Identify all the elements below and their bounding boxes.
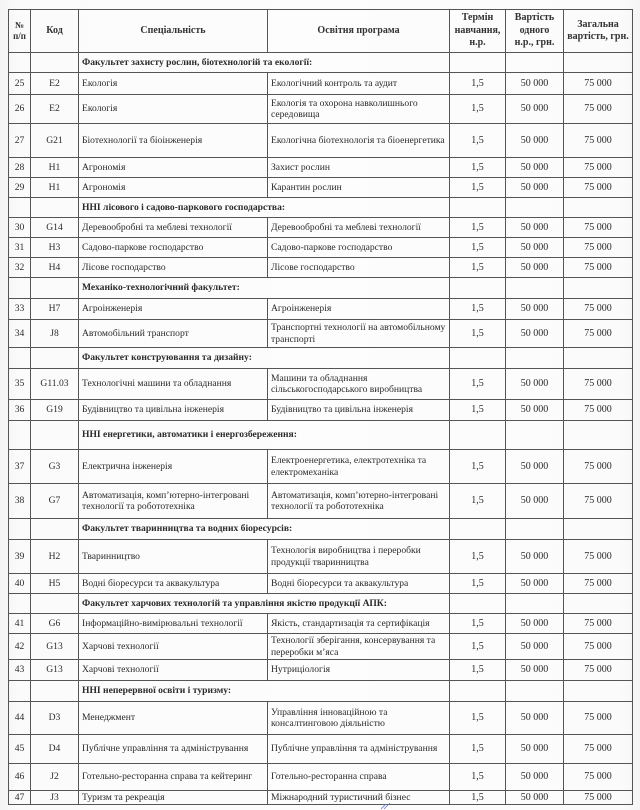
- row-program: Будівництво та цивільна інженерія: [268, 400, 450, 421]
- table-row: [9, 73, 633, 95]
- row-cost-per-year: 50 000: [506, 400, 564, 421]
- section-cost-cell: [506, 421, 564, 450]
- section-no-cell: [9, 278, 31, 299]
- row-code: H2: [31, 540, 79, 574]
- table-row: [9, 574, 633, 594]
- row-code: D3: [31, 702, 79, 735]
- row-specialty: Менеджмент: [79, 702, 268, 735]
- row-program: Автоматизація, комп’ютерно-інтегровані технології та робототехніка: [268, 484, 450, 519]
- row-term: 1,5: [450, 634, 506, 660]
- section-term-cell: [450, 681, 506, 702]
- row-total-cost: 75 000: [564, 258, 633, 278]
- row-specialty: Екологія: [79, 95, 268, 124]
- table-row: [9, 660, 633, 681]
- section-title: Факультет конструювання та дизайну:: [79, 348, 450, 369]
- section-total-cell: [564, 421, 633, 450]
- header-specialty: Спеціальність: [79, 10, 268, 53]
- section-title: ННІ енергетики, автоматики і енергозбереження:: [79, 421, 450, 450]
- row-cost-per-year: 50 000: [506, 574, 564, 594]
- row-term: 1,5: [450, 73, 506, 95]
- row-cost-per-year: 50 000: [506, 320, 564, 348]
- row-program: Водні біоресурси та аквакультура: [268, 574, 450, 594]
- section-title: ННІ неперервної освіти і туризму:: [79, 681, 450, 702]
- row-specialty: Харчові технології: [79, 634, 268, 660]
- row-number: 25: [9, 73, 31, 95]
- section-cost-cell: [506, 53, 564, 73]
- row-specialty: Біотехнології та біоінженерія: [79, 124, 268, 158]
- row-specialty: Будівництво та цивільна інженерія: [79, 400, 268, 421]
- row-total-cost: 75 000: [564, 540, 633, 574]
- row-total-cost: 75 000: [564, 73, 633, 95]
- row-code: H1: [31, 158, 79, 178]
- section-title: Факультет захисту рослин, біотехнологій та екології:: [79, 53, 450, 73]
- section-no-cell: [9, 348, 31, 369]
- row-specialty: Харчові технології: [79, 660, 268, 681]
- row-program: Якість, стандартизація та сертифікація: [268, 614, 450, 634]
- row-total-cost: 75 000: [564, 124, 633, 158]
- row-number: 42: [9, 634, 31, 660]
- row-program: Машини та обладнання сільськогосподарського виробництва: [268, 369, 450, 400]
- section-row: [9, 278, 633, 299]
- row-cost-per-year: 50 000: [506, 702, 564, 735]
- section-row: [9, 421, 633, 450]
- row-specialty: Інформаційно-вимірювальні технології: [79, 614, 268, 634]
- row-code: H4: [31, 258, 79, 278]
- row-program: Екологічна біотехнологія та біоенергетика: [268, 124, 450, 158]
- row-cost-per-year: 50 000: [506, 124, 564, 158]
- section-no-cell: [9, 594, 31, 614]
- row-term: 1,5: [450, 299, 506, 320]
- header-program: Освітня програма: [268, 10, 450, 53]
- section-code-cell: [31, 681, 79, 702]
- row-program: Публічне управління та адміністрування: [268, 735, 450, 764]
- table-row: [9, 158, 633, 178]
- row-total-cost: 75 000: [564, 218, 633, 238]
- row-number: 27: [9, 124, 31, 158]
- row-specialty: Лісове господарство: [79, 258, 268, 278]
- row-term: 1,5: [450, 369, 506, 400]
- row-specialty: Автоматизація, комп’ютерно-інтегровані технології та робототехніка: [79, 484, 268, 519]
- section-row: [9, 53, 633, 73]
- row-number: 33: [9, 299, 31, 320]
- row-specialty: Туризм та рекреація: [79, 791, 268, 805]
- row-cost-per-year: 50 000: [506, 660, 564, 681]
- row-code: G7: [31, 484, 79, 519]
- section-no-cell: [9, 53, 31, 73]
- row-total-cost: 75 000: [564, 660, 633, 681]
- row-code: G19: [31, 400, 79, 421]
- row-specialty: Агроінженерія: [79, 299, 268, 320]
- row-code: G3: [31, 450, 79, 484]
- table-row: [9, 735, 633, 764]
- row-code: G6: [31, 614, 79, 634]
- row-specialty: Деревообробні та меблеві технології: [79, 218, 268, 238]
- row-total-cost: 75 000: [564, 95, 633, 124]
- row-number: 26: [9, 95, 31, 124]
- row-code: D4: [31, 735, 79, 764]
- section-total-cell: [564, 198, 633, 218]
- row-program: Екологічний контроль та аудит: [268, 73, 450, 95]
- row-code: H3: [31, 238, 79, 258]
- row-term: 1,5: [450, 702, 506, 735]
- row-term: 1,5: [450, 574, 506, 594]
- row-specialty: Автомобільний транспорт: [79, 320, 268, 348]
- table-row: [9, 258, 633, 278]
- row-program: Екологія та охорона навколишнього середовища: [268, 95, 450, 124]
- row-program: Садово-паркове господарство: [268, 238, 450, 258]
- row-number: 38: [9, 484, 31, 519]
- row-code: G14: [31, 218, 79, 238]
- row-program: Технології зберігання, консервування та переробки м’яса: [268, 634, 450, 660]
- row-cost-per-year: 50 000: [506, 158, 564, 178]
- row-total-cost: 75 000: [564, 320, 633, 348]
- section-code-cell: [31, 198, 79, 218]
- tuition-table: [8, 9, 633, 805]
- row-total-cost: 75 000: [564, 702, 633, 735]
- row-specialty: Агрономія: [79, 158, 268, 178]
- table-row: [9, 791, 633, 805]
- row-term: 1,5: [450, 764, 506, 791]
- row-code: J3: [31, 791, 79, 805]
- section-title: Механіко-технологічний факультет:: [79, 278, 450, 299]
- row-cost-per-year: 50 000: [506, 634, 564, 660]
- row-number: 37: [9, 450, 31, 484]
- section-term-cell: [450, 519, 506, 540]
- row-code: G13: [31, 634, 79, 660]
- table-row: [9, 320, 633, 348]
- row-cost-per-year: 50 000: [506, 218, 564, 238]
- section-title: Факультет тваринництва та водних біоресурсів:: [79, 519, 450, 540]
- row-total-cost: 75 000: [564, 238, 633, 258]
- table-row: [9, 369, 633, 400]
- table-header-row: [9, 10, 633, 53]
- section-term-cell: [450, 278, 506, 299]
- section-title: ННІ лісового і садово-паркового господарства:: [79, 198, 450, 218]
- row-term: 1,5: [450, 258, 506, 278]
- row-term: 1,5: [450, 238, 506, 258]
- row-total-cost: 75 000: [564, 450, 633, 484]
- pen-mark: [380, 803, 392, 810]
- row-cost-per-year: 50 000: [506, 450, 564, 484]
- header-term: Термін навчання, н.р.: [450, 10, 506, 53]
- row-term: 1,5: [450, 484, 506, 519]
- section-term-cell: [450, 53, 506, 73]
- section-cost-cell: [506, 198, 564, 218]
- table-row: [9, 238, 633, 258]
- row-term: 1,5: [450, 124, 506, 158]
- section-cost-cell: [506, 348, 564, 369]
- row-specialty: Екологія: [79, 73, 268, 95]
- section-row: [9, 198, 633, 218]
- row-number: 32: [9, 258, 31, 278]
- section-row: [9, 519, 633, 540]
- row-specialty: Тваринництво: [79, 540, 268, 574]
- table-row: [9, 484, 633, 519]
- row-code: J8: [31, 320, 79, 348]
- row-term: 1,5: [450, 791, 506, 805]
- row-cost-per-year: 50 000: [506, 540, 564, 574]
- row-program: Електроенергетика, електротехніка та електромеханіка: [268, 450, 450, 484]
- row-specialty: Агрономія: [79, 178, 268, 198]
- row-term: 1,5: [450, 320, 506, 348]
- row-code: H5: [31, 574, 79, 594]
- row-total-cost: 75 000: [564, 400, 633, 421]
- row-total-cost: 75 000: [564, 614, 633, 634]
- section-term-cell: [450, 594, 506, 614]
- row-term: 1,5: [450, 614, 506, 634]
- row-program: Захист рослин: [268, 158, 450, 178]
- table-row: [9, 124, 633, 158]
- row-program: Нутриціологія: [268, 660, 450, 681]
- row-number: 34: [9, 320, 31, 348]
- row-specialty: Водні біоресурси та аквакультура: [79, 574, 268, 594]
- row-term: 1,5: [450, 660, 506, 681]
- section-no-cell: [9, 198, 31, 218]
- row-total-cost: 75 000: [564, 634, 633, 660]
- row-number: 47: [9, 791, 31, 805]
- row-cost-per-year: 50 000: [506, 258, 564, 278]
- row-number: 41: [9, 614, 31, 634]
- row-number: 30: [9, 218, 31, 238]
- row-number: 35: [9, 369, 31, 400]
- row-number: 36: [9, 400, 31, 421]
- row-cost-per-year: 50 000: [506, 178, 564, 198]
- row-cost-per-year: 50 000: [506, 484, 564, 519]
- row-program: Деревообробні та меблеві технології: [268, 218, 450, 238]
- table-row: [9, 299, 633, 320]
- section-cost-cell: [506, 519, 564, 540]
- row-cost-per-year: 50 000: [506, 95, 564, 124]
- section-cost-cell: [506, 594, 564, 614]
- row-program: Готельно-ресторанна справа: [268, 764, 450, 791]
- section-code-cell: [31, 53, 79, 73]
- row-total-cost: 75 000: [564, 574, 633, 594]
- row-code: G21: [31, 124, 79, 158]
- section-term-cell: [450, 198, 506, 218]
- table-row: [9, 634, 633, 660]
- header-code: Код: [31, 10, 79, 53]
- row-specialty: Садово-паркове господарство: [79, 238, 268, 258]
- row-cost-per-year: 50 000: [506, 299, 564, 320]
- table-row: [9, 95, 633, 124]
- row-number: 31: [9, 238, 31, 258]
- row-number: 40: [9, 574, 31, 594]
- row-term: 1,5: [450, 95, 506, 124]
- row-cost-per-year: 50 000: [506, 614, 564, 634]
- row-program: Управління інноваційною та консалтинговою діяльністю: [268, 702, 450, 735]
- row-term: 1,5: [450, 540, 506, 574]
- row-code: J2: [31, 764, 79, 791]
- section-term-cell: [450, 348, 506, 369]
- row-total-cost: 75 000: [564, 369, 633, 400]
- section-term-cell: [450, 421, 506, 450]
- row-code: G11.03: [31, 369, 79, 400]
- row-cost-per-year: 50 000: [506, 791, 564, 805]
- row-program: Міжнародний туристичний бізнес: [268, 791, 450, 805]
- section-row: [9, 594, 633, 614]
- table-body: [9, 53, 633, 805]
- header-no: № п/п: [9, 10, 31, 53]
- row-number: 44: [9, 702, 31, 735]
- section-cost-cell: [506, 681, 564, 702]
- row-program: Транспортні технології на автомобільному транспорті: [268, 320, 450, 348]
- header-total-cost: Загальна вартість, грн.: [564, 10, 633, 53]
- header-cost-per-year: Вартість одного н.р., грн.: [506, 10, 564, 53]
- row-total-cost: 75 000: [564, 735, 633, 764]
- row-specialty: Електрична інженерія: [79, 450, 268, 484]
- row-total-cost: 75 000: [564, 484, 633, 519]
- table-row: [9, 540, 633, 574]
- row-code: H1: [31, 178, 79, 198]
- row-number: 43: [9, 660, 31, 681]
- row-term: 1,5: [450, 735, 506, 764]
- section-row: [9, 681, 633, 702]
- row-program: Агроінженерія: [268, 299, 450, 320]
- row-code: E2: [31, 73, 79, 95]
- section-no-cell: [9, 519, 31, 540]
- section-cost-cell: [506, 278, 564, 299]
- row-number: 29: [9, 178, 31, 198]
- row-total-cost: 75 000: [564, 158, 633, 178]
- row-term: 1,5: [450, 450, 506, 484]
- section-total-cell: [564, 594, 633, 614]
- section-code-cell: [31, 421, 79, 450]
- table-row: [9, 400, 633, 421]
- row-program: Лісове господарство: [268, 258, 450, 278]
- table-row: [9, 764, 633, 791]
- row-number: 46: [9, 764, 31, 791]
- row-term: 1,5: [450, 218, 506, 238]
- row-cost-per-year: 50 000: [506, 764, 564, 791]
- row-number: 45: [9, 735, 31, 764]
- table-row: [9, 702, 633, 735]
- row-cost-per-year: 50 000: [506, 238, 564, 258]
- row-number: 39: [9, 540, 31, 574]
- section-no-cell: [9, 421, 31, 450]
- row-number: 28: [9, 158, 31, 178]
- section-code-cell: [31, 594, 79, 614]
- section-total-cell: [564, 519, 633, 540]
- row-program: Карантин рослин: [268, 178, 450, 198]
- table-row: [9, 178, 633, 198]
- row-program: Технологія виробництва і переробки продукції тваринництва: [268, 540, 450, 574]
- section-code-cell: [31, 348, 79, 369]
- section-total-cell: [564, 348, 633, 369]
- row-total-cost: 75 000: [564, 791, 633, 805]
- row-specialty: Готельно-ресторанна справа та кейтеринг: [79, 764, 268, 791]
- row-cost-per-year: 50 000: [506, 73, 564, 95]
- section-total-cell: [564, 278, 633, 299]
- row-cost-per-year: 50 000: [506, 735, 564, 764]
- table-row: [9, 450, 633, 484]
- row-total-cost: 75 000: [564, 299, 633, 320]
- section-code-cell: [31, 278, 79, 299]
- row-code: H7: [31, 299, 79, 320]
- row-total-cost: 75 000: [564, 764, 633, 791]
- row-code: E2: [31, 95, 79, 124]
- row-code: G13: [31, 660, 79, 681]
- row-term: 1,5: [450, 400, 506, 421]
- table-row: [9, 218, 633, 238]
- row-specialty: Публічне управління та адміністрування: [79, 735, 268, 764]
- section-no-cell: [9, 681, 31, 702]
- row-term: 1,5: [450, 178, 506, 198]
- row-cost-per-year: 50 000: [506, 369, 564, 400]
- row-specialty: Технологічні машини та обладнання: [79, 369, 268, 400]
- section-total-cell: [564, 53, 633, 73]
- section-row: [9, 348, 633, 369]
- row-term: 1,5: [450, 158, 506, 178]
- row-total-cost: 75 000: [564, 178, 633, 198]
- section-total-cell: [564, 681, 633, 702]
- section-code-cell: [31, 519, 79, 540]
- section-title: Факультет харчових технологій та управління якістю продукції АПК:: [79, 594, 450, 614]
- table-row: [9, 614, 633, 634]
